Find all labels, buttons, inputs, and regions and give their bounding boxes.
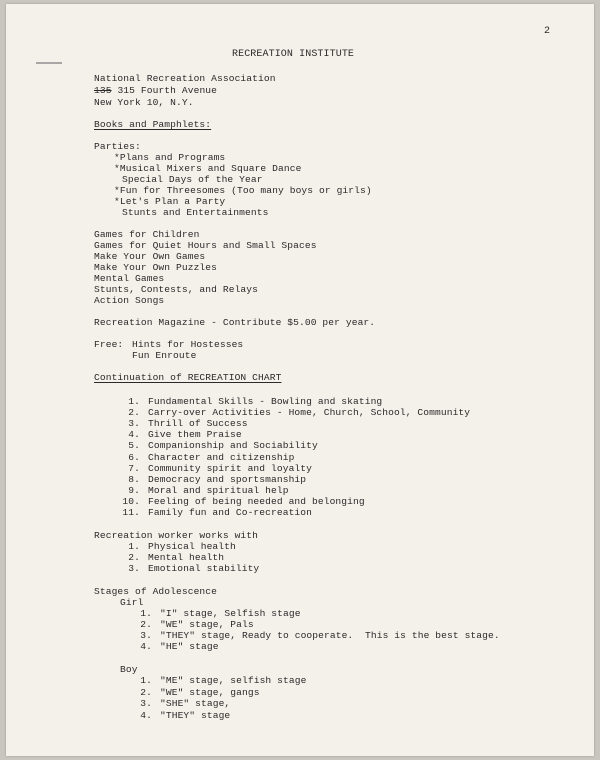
document-page — [6, 4, 594, 756]
ink-speck — [36, 62, 62, 64]
item-number: 4. — [140, 641, 152, 652]
list-item: Family fun and Co-recreation — [148, 507, 313, 518]
stages-label: Stages of Adolescence — [94, 586, 218, 597]
item-number: 3. — [128, 418, 140, 430]
address-line: New York 10, N.Y. — [94, 97, 194, 108]
list-item: Mental Games — [94, 273, 165, 284]
list-item: "THEY" stage — [160, 709, 231, 721]
item-number: 2. — [128, 552, 140, 563]
item-number: 4. — [140, 709, 152, 721]
boy-label: Boy — [120, 664, 138, 675]
books-heading: Books and Pamphlets: — [94, 119, 212, 130]
list-item: Make Your Own Games — [94, 251, 206, 262]
list-item: Stunts, Contests, and Relays — [94, 284, 259, 295]
item-number: 2. — [140, 619, 152, 630]
list-item: *Musical Mixers and Square Dance — [114, 163, 302, 174]
parties-label: Parties: — [94, 141, 141, 152]
list-item: "THEY" stage, Ready to cooperate. This is the best stage. — [160, 630, 500, 641]
item-number: 1. — [140, 675, 152, 686]
item-number: 11. — [122, 507, 140, 518]
list-item: Special Days of the Year — [122, 174, 263, 185]
item-number: 3. — [140, 630, 152, 641]
item-number: 4. — [128, 429, 140, 441]
free-label: Free: — [94, 339, 124, 350]
item-number: 10. — [122, 495, 140, 507]
page-number: 2 — [544, 26, 551, 37]
address-line: National Recreation Association — [94, 73, 276, 84]
list-item: Character and citizenship — [148, 451, 295, 463]
list-item: "SHE" stage, — [160, 698, 231, 709]
list-item: Feeling of being needed and belonging — [148, 495, 365, 507]
list-item: "WE" stage, gangs — [160, 686, 260, 698]
list-item: Stunts and Entertainments — [122, 207, 269, 218]
list-item: "WE" stage, Pals — [160, 619, 254, 630]
item-number: 1. — [128, 541, 140, 552]
worker-label: Recreation worker works with — [94, 530, 259, 541]
list-item: Action Songs — [94, 295, 165, 306]
item-number: 7. — [128, 462, 140, 474]
list-item: "HE" stage — [160, 641, 219, 652]
list-item: Physical health — [148, 541, 236, 552]
list-item: Democracy and sportsmanship — [148, 473, 307, 485]
item-number: 2. — [140, 686, 152, 698]
item-number: 5. — [128, 440, 140, 452]
list-item: *Fun for Threesomes (Too many boys or girls) — [114, 185, 372, 196]
item-number: 9. — [128, 484, 140, 496]
girl-label: Girl — [120, 597, 144, 608]
list-item: "ME" stage, selfish stage — [160, 675, 307, 686]
list-item: Give them Praise — [148, 429, 242, 441]
item-number: 8. — [128, 473, 140, 485]
list-item: Thrill of Success — [148, 418, 248, 430]
item-number: 2. — [128, 407, 140, 419]
item-number: 1. — [128, 396, 140, 407]
list-item: Community spirit and loyalty — [148, 462, 313, 474]
list-item: Mental health — [148, 552, 225, 563]
list-item: Games for Quiet Hours and Small Spaces — [94, 240, 317, 251]
list-item: Fundamental Skills - Bowling and skating — [148, 396, 383, 407]
chart-heading: Continuation of RECREATION CHART — [94, 372, 282, 383]
list-item: Hints for Hostesses — [132, 339, 244, 350]
list-item: Make Your Own Puzzles — [94, 262, 218, 273]
list-item: *Let's Plan a Party — [114, 196, 226, 207]
item-number: 6. — [128, 451, 140, 463]
item-number: 1. — [140, 608, 152, 619]
address-street: 315 Fourth Avenue — [117, 85, 218, 96]
list-item: Companionship and Sociability — [148, 440, 318, 452]
item-number: 3. — [128, 563, 140, 574]
magazine-line: Recreation Magazine - Contribute $5.00 per year. — [94, 317, 376, 328]
list-item: Emotional stability — [148, 563, 260, 574]
struck-street-number: 135 — [94, 85, 112, 96]
list-item: Games for Children — [94, 229, 200, 240]
item-number: 3. — [140, 698, 152, 709]
address-line — [94, 85, 217, 96]
list-item: Moral and spiritual help — [148, 484, 289, 496]
document-title: RECREATION INSTITUTE — [232, 49, 355, 60]
list-item: *Plans and Programs — [114, 152, 226, 163]
list-item: Carry-over Activities - Home, Church, School, Community — [148, 407, 471, 419]
list-item: "I" stage, Selfish stage — [160, 608, 301, 619]
list-item: Fun Enroute — [132, 350, 197, 361]
